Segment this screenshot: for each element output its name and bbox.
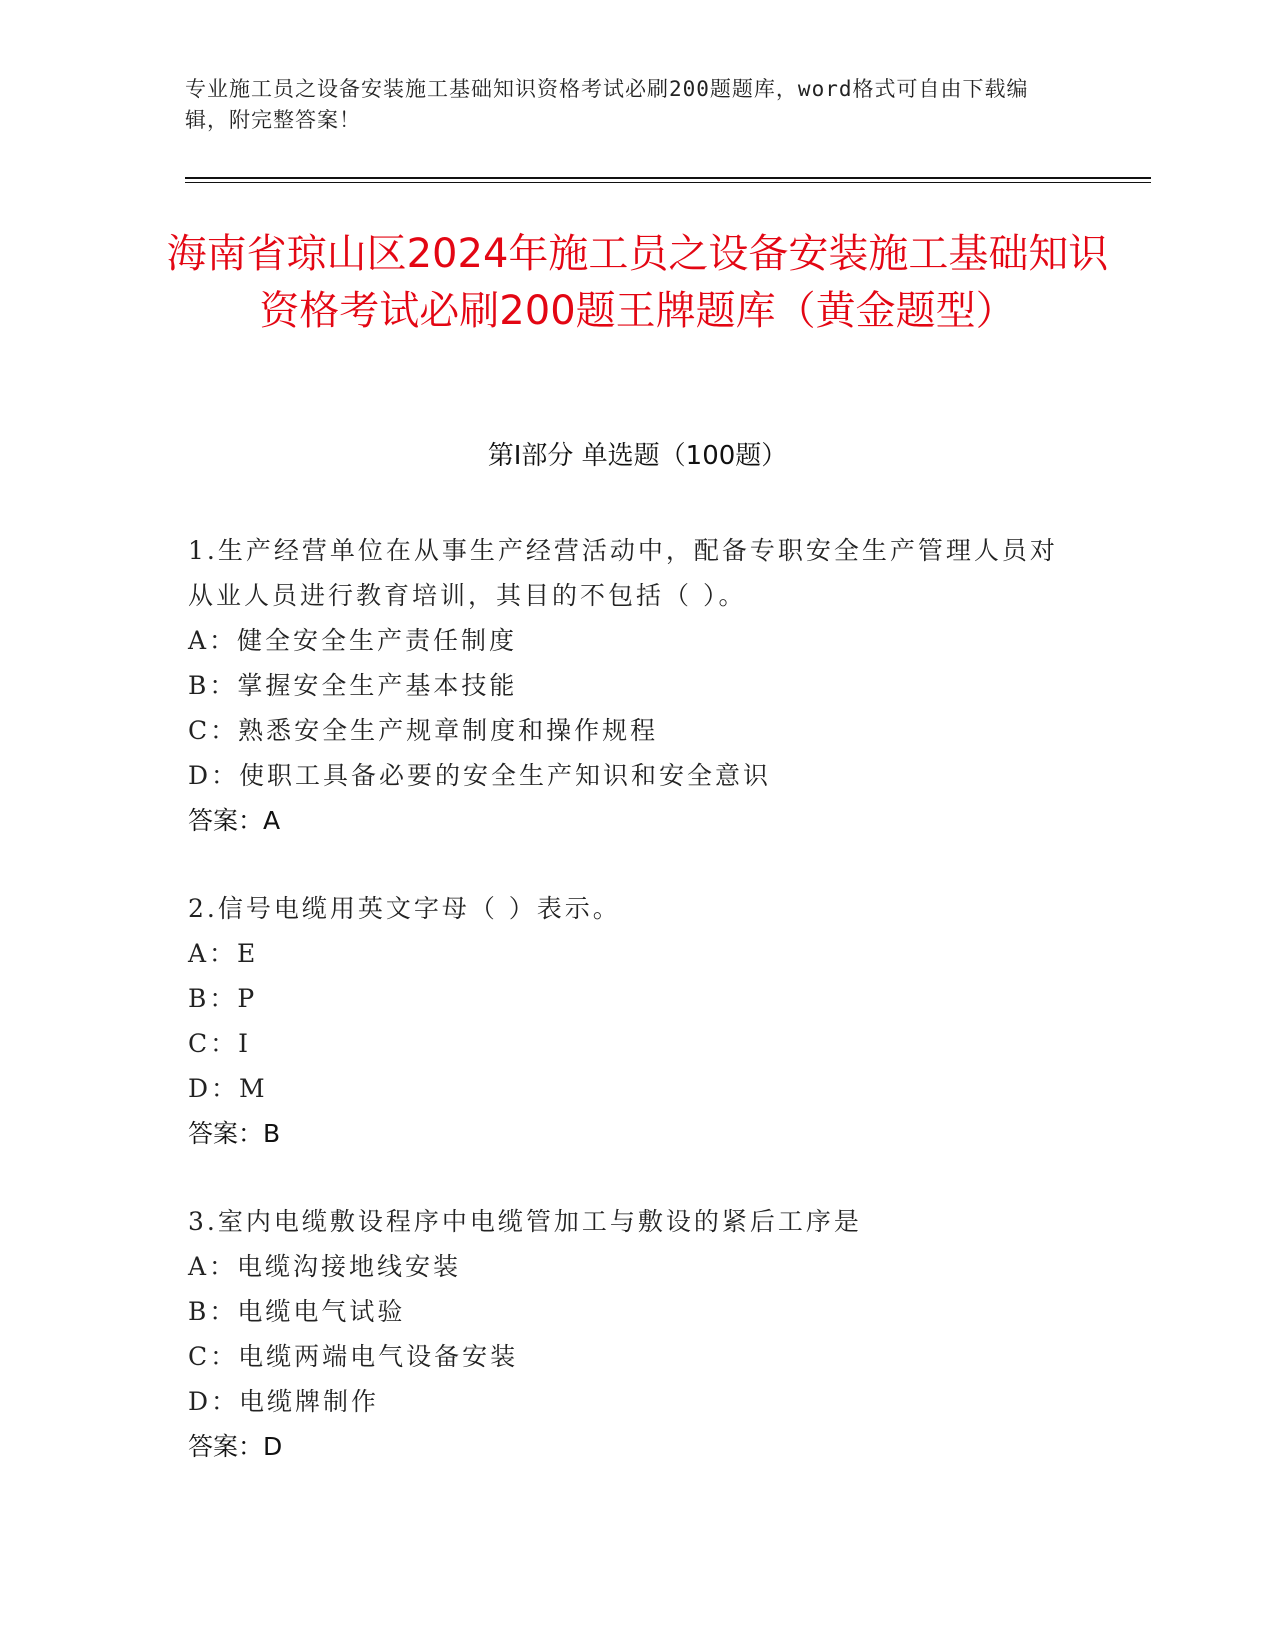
option-c: C：熟悉安全生产规章制度和操作规程: [188, 716, 659, 745]
option-a: A：E: [188, 939, 259, 968]
document-title: 海南省琼山区2024年施工员之设备安装施工基础知识资格考试必刷200题王牌题库（黄金题型）: [166, 231, 1109, 334]
question-stem: 2.信号电缆用英文字母（ ）表示。: [188, 894, 621, 923]
option-a: A：健全安全生产责任制度: [188, 626, 518, 655]
question-stem: 1.生产经营单位在从事生产经营活动中，配备专职安全生产管理人员对从业人员进行教育培训，其目的不包括（ ）。: [188, 536, 1058, 610]
section-heading: 第I部分 单选题（100题）: [487, 441, 788, 471]
option-c: C：电缆两端电气设备安装: [188, 1342, 519, 1371]
header-rule-thin: [185, 182, 1151, 183]
header-rule-thick: [185, 177, 1151, 179]
question-3: [188, 1199, 1068, 1469]
header-note: 专业施工员之设备安装施工基础知识资格考试必刷200题题库，word格式可自由下载编辑，附完整答案！: [185, 77, 1029, 132]
option-c: C：I: [188, 1029, 252, 1058]
question-2: [188, 886, 1068, 1156]
answer: 答案：D: [188, 1432, 283, 1461]
question-stem: 3.室内电缆敷设程序中电缆管加工与敷设的紧后工序是: [188, 1207, 862, 1236]
question-1: [188, 528, 1068, 843]
option-b: B：掌握安全生产基本技能: [188, 671, 518, 700]
answer: 答案：A: [188, 806, 281, 835]
answer: 答案：B: [188, 1119, 281, 1148]
option-d: D：电缆牌制作: [188, 1387, 380, 1416]
option-b: B：电缆电气试验: [188, 1297, 406, 1326]
option-b: B：P: [188, 984, 258, 1013]
question-list: [188, 528, 1068, 1512]
option-d: D：M: [188, 1074, 268, 1103]
option-d: D：使职工具备必要的安全生产知识和安全意识: [188, 761, 772, 790]
option-a: A：电缆沟接地线安装: [188, 1252, 462, 1281]
